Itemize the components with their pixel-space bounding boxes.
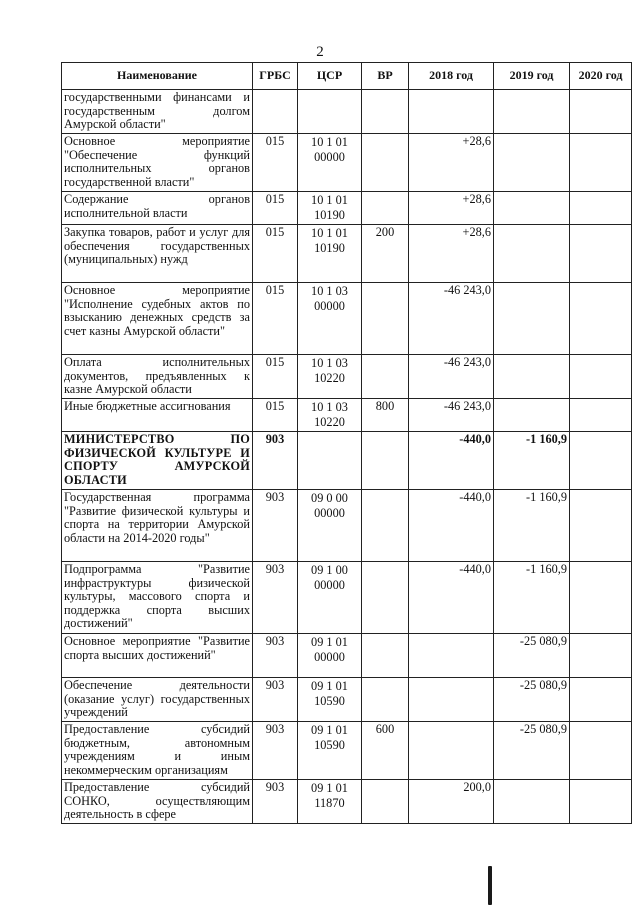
cell-grbs: 903 [253, 780, 298, 824]
cell-2019 [494, 283, 570, 355]
cell-csr: 10 1 03 10220 [298, 399, 362, 432]
cell-vr [362, 678, 409, 722]
cell-2020 [570, 225, 632, 283]
cell-grbs: 903 [253, 490, 298, 562]
cell-name: Иные бюджетные ассигнования [62, 399, 253, 432]
cell-2018: -440,0 [409, 490, 494, 562]
header-grbs: ГРБС [253, 63, 298, 90]
header-row [62, 63, 632, 90]
header-csr: ЦСР [298, 63, 362, 90]
header-name: Наименование [62, 63, 253, 90]
table-row [62, 562, 632, 634]
table-row [62, 722, 632, 780]
cell-2020 [570, 283, 632, 355]
cell-2018: +28,6 [409, 134, 494, 192]
cell-vr [362, 634, 409, 678]
cell-2018: -46 243,0 [409, 355, 494, 399]
cell-2020 [570, 355, 632, 399]
cell-csr: 09 1 01 00000 [298, 634, 362, 678]
cell-2019: -25 080,9 [494, 678, 570, 722]
cell-name: Обеспечение деятельности (оказание услуг) государственных учреждений [62, 678, 253, 722]
cell-csr: 10 1 01 10190 [298, 192, 362, 225]
cell-csr: 10 1 03 00000 [298, 283, 362, 355]
budget-table [61, 62, 632, 824]
cell-grbs: 015 [253, 283, 298, 355]
cell-vr [362, 780, 409, 824]
cell-2020 [570, 432, 632, 490]
cell-2018: +28,6 [409, 225, 494, 283]
cell-csr: 09 1 01 10590 [298, 678, 362, 722]
cell-name: Основное мероприятие "Развитие спорта высших достижений" [62, 634, 253, 678]
table-row [62, 399, 632, 432]
cell-name: Основное мероприятие "Исполнение судебных актов по взысканию денежных средств за счет казны Амурской области" [62, 283, 253, 355]
cell-name: Основное мероприятие "Обеспечение функций исполнительных органов государственной власти" [62, 134, 253, 192]
cell-2018 [409, 634, 494, 678]
cell-csr: 10 1 01 00000 [298, 134, 362, 192]
table-row [62, 283, 632, 355]
cell-2019 [494, 355, 570, 399]
cell-csr [298, 432, 362, 490]
cell-2020 [570, 634, 632, 678]
cell-vr [362, 562, 409, 634]
cell-2019: -1 160,9 [494, 562, 570, 634]
table-row [62, 634, 632, 678]
cell-2018: -46 243,0 [409, 399, 494, 432]
cell-2020 [570, 562, 632, 634]
cell-grbs: 015 [253, 399, 298, 432]
cell-csr: 09 1 01 11870 [298, 780, 362, 824]
cell-2018: 200,0 [409, 780, 494, 824]
table-row [62, 355, 632, 399]
cell-vr [362, 134, 409, 192]
cell-csr [298, 90, 362, 134]
cell-2019: -25 080,9 [494, 634, 570, 678]
cell-grbs: 015 [253, 134, 298, 192]
cell-2019 [494, 134, 570, 192]
cell-2018: -46 243,0 [409, 283, 494, 355]
cell-2018: -440,0 [409, 562, 494, 634]
header-2019: 2019 год [494, 63, 570, 90]
cell-vr [362, 283, 409, 355]
cell-grbs: 903 [253, 634, 298, 678]
table-row [62, 432, 632, 490]
cell-2018: +28,6 [409, 192, 494, 225]
cell-vr: 200 [362, 225, 409, 283]
ink-mark [488, 866, 492, 905]
cell-2019 [494, 90, 570, 134]
cell-name: государственными финансами и государственным долгом Амурской области" [62, 90, 253, 134]
cell-2018: -440,0 [409, 432, 494, 490]
cell-2020 [570, 780, 632, 824]
cell-vr [362, 90, 409, 134]
cell-grbs: 903 [253, 722, 298, 780]
cell-2019: -1 160,9 [494, 432, 570, 490]
cell-name: Подпрограмма "Развитие инфраструктуры физической культуры, массового спорта и поддержка спорта высших достижений" [62, 562, 253, 634]
table-row [62, 780, 632, 824]
cell-csr: 10 1 01 10190 [298, 225, 362, 283]
header-2020: 2020 год [570, 63, 632, 90]
cell-grbs: 015 [253, 225, 298, 283]
header-2018: 2018 год [409, 63, 494, 90]
page-number: 2 [316, 44, 324, 60]
cell-csr: 09 0 00 00000 [298, 490, 362, 562]
cell-2018 [409, 90, 494, 134]
cell-grbs: 903 [253, 562, 298, 634]
cell-vr [362, 192, 409, 225]
header-vr: ВР [362, 63, 409, 90]
cell-2019: -25 080,9 [494, 722, 570, 780]
cell-2019: -1 160,9 [494, 490, 570, 562]
cell-vr [362, 490, 409, 562]
table-row [62, 490, 632, 562]
cell-name: МИНИСТЕРСТВО ПО ФИЗИЧЕСКОЙ КУЛЬТУРЕ И СПОРТУ АМУРСКОЙ ОБЛАСТИ [62, 432, 253, 490]
cell-grbs: 015 [253, 355, 298, 399]
cell-grbs: 015 [253, 192, 298, 225]
cell-csr: 09 1 01 10590 [298, 722, 362, 780]
cell-2018 [409, 722, 494, 780]
cell-name: Предоставление субсидий СОНКО, осуществляющим деятельность в сфере [62, 780, 253, 824]
cell-name: Предоставление субсидий бюджетным, автономным учреждениям и иным некоммерческим организациям [62, 722, 253, 780]
table-row [62, 134, 632, 192]
table-row [62, 192, 632, 225]
cell-name: Государственная программа "Развитие физической культуры и спорта на территории Амурской области на 2014-2020 годы" [62, 490, 253, 562]
cell-2018 [409, 678, 494, 722]
cell-csr: 09 1 00 00000 [298, 562, 362, 634]
cell-vr [362, 432, 409, 490]
cell-2020 [570, 134, 632, 192]
cell-vr: 800 [362, 399, 409, 432]
cell-grbs: 903 [253, 432, 298, 490]
cell-2019 [494, 780, 570, 824]
cell-2019 [494, 192, 570, 225]
cell-name: Содержание органов исполнительной власти [62, 192, 253, 225]
cell-name: Оплата исполнительных документов, предъявленных к казне Амурской области [62, 355, 253, 399]
cell-grbs [253, 90, 298, 134]
cell-2020 [570, 722, 632, 780]
cell-grbs: 903 [253, 678, 298, 722]
cell-name: Закупка товаров, работ и услуг для обеспечения государственных (муниципальных) нужд [62, 225, 253, 283]
cell-2019 [494, 225, 570, 283]
cell-2019 [494, 399, 570, 432]
cell-csr: 10 1 03 10220 [298, 355, 362, 399]
cell-2020 [570, 90, 632, 134]
cell-2020 [570, 192, 632, 225]
cell-2020 [570, 399, 632, 432]
table-row [62, 225, 632, 283]
cell-vr [362, 355, 409, 399]
table-row [62, 90, 632, 134]
table-row [62, 678, 632, 722]
cell-2020 [570, 678, 632, 722]
cell-2020 [570, 490, 632, 562]
cell-vr: 600 [362, 722, 409, 780]
